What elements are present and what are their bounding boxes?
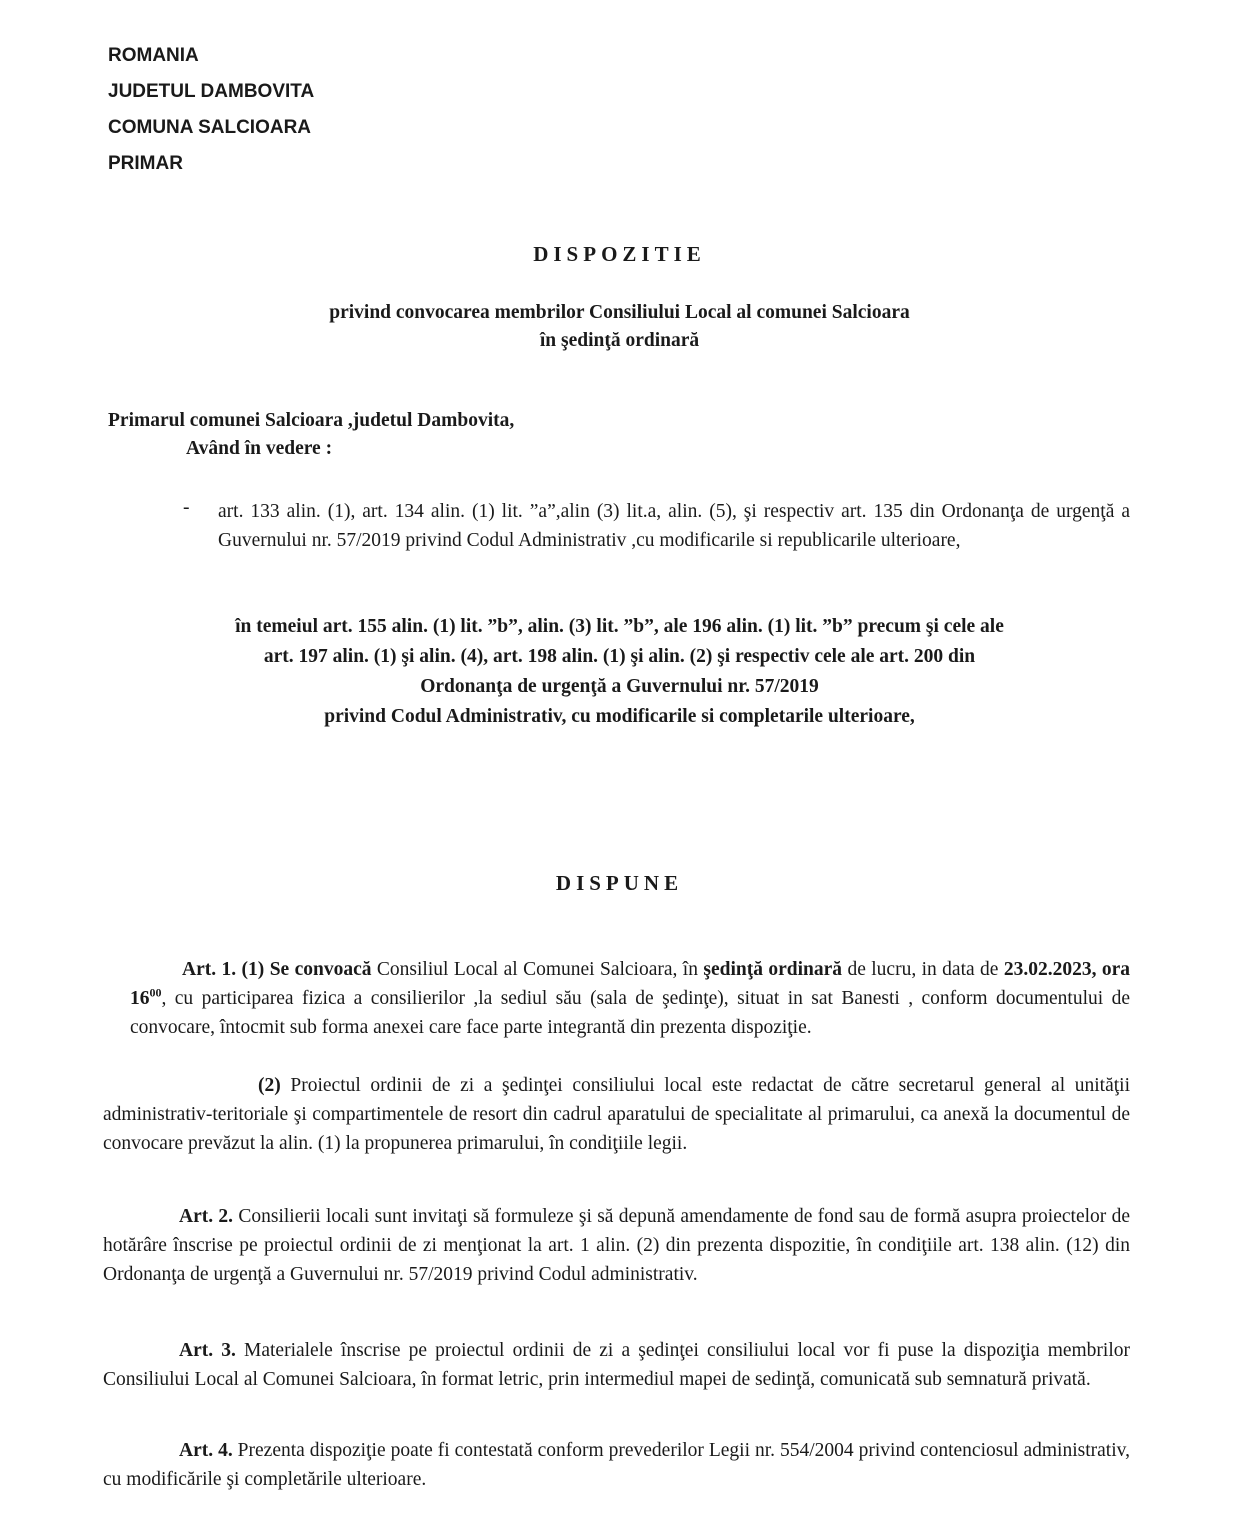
article-4-label: Art. 4. [179, 1440, 233, 1461]
subtitle-line-1: privind convocarea membrilor Consiliului Local al comunei Salcioara [329, 302, 910, 323]
basis-line-1: în temeiul art. 155 alin. (1) lit. ”b”, alin. (3) lit. ”b”, ale 196 alin. (1) lit. ”b” precum şi cele ale [235, 616, 1004, 637]
basis-line-2: art. 197 alin. (1) şi alin. (4), art. 198 alin. (1) şi alin. (2) şi respectiv cele ale art. 200 din [263, 646, 976, 667]
meeting-time-minutes: 00 [149, 985, 162, 1000]
dispune-heading: DISPUNE [555, 871, 684, 895]
legal-basis [0, 612, 1239, 732]
legal-reference-paragraph: art. 133 alin. (1), art. 134 alin. (1) lit. ”a”,alin (3) lit.a, alin. (5), şi respectiv art. 135 din Ordonanţa de urgenţă a Guvernului nr. 57/2019 privind Codul Administrativ ,cu modificarile si republicarile ulterioare, [218, 501, 1130, 551]
header-issuer: PRIMAR [108, 153, 183, 174]
basis-line-4: privind Codul Administrativ, cu modificarile si completarile ulterioare, [324, 706, 915, 727]
basis-line-3: Ordonanţa de urgenţă a Guvernului nr. 57/2019 [420, 676, 819, 697]
article-1-sedinta: şedinţă ordinară [703, 959, 843, 980]
article-1-paragraph-1 [130, 955, 1130, 1042]
article-1-paragraph-2 [103, 1071, 1130, 1158]
header-commune: COMUNA SALCIOARA [108, 117, 312, 138]
article-1-text-1: Consiliul Local al Comunei Salcioara, în [371, 959, 704, 980]
document-subtitle [0, 299, 1239, 355]
meeting-date-time: 23.02.2023, ora 16 [130, 959, 1131, 1009]
article-3 [103, 1336, 1130, 1394]
header-county: JUDETUL DAMBOVITA [108, 81, 315, 102]
article-3-text: Materialele înscrise pe proiectul ordinii de zi a şedinţei consiliului local vor fi puse la dispoziţia membrilor Consiliului Local al Comunei Salcioara, în format letric, prin intermediul mapei de sedinţă, comunicată sub semnatură privată. [103, 1340, 1131, 1390]
article-3-label: Art. 3. [179, 1340, 236, 1361]
article-1-convoca: Se convoacă [269, 959, 372, 980]
article-1-label: Art. 1. [182, 959, 237, 980]
article-4-text: Prezenta dispoziţie poate fi contestată conform prevederilor Legii nr. 554/2004 privind contenciosul administrativ, cu modificările şi completările ulterioare. [103, 1440, 1130, 1490]
article-1-text-3: , cu participarea fizica a consilierilor ,la sediul său (sala de şedinţe), situat in sat Banesti , conform documentului de convocare, întocmit sub forma anexei care face parte integrantă din prezenta dispoziţie. [130, 988, 1130, 1038]
article-2-label: Art. 2. [179, 1206, 234, 1227]
article-1-para-number: (1) [241, 959, 265, 980]
article-1-para2-text: Proiectul ordinii de zi a şedinţei consiliului local este redactat de către secretarul general al unităţii administrativ-teritoriale şi compartimentele de resort din cadrul aparatului de specialitate al primarului, ca anexă la documentul de convocare prevăzut la alin. (1) la propunerea primarului, în condiţiile legii. [103, 1075, 1130, 1154]
document-title: DISPOZITIE [533, 242, 706, 266]
article-1-para2-number: (2) [258, 1075, 281, 1096]
preamble-considering: Având în vedere : [186, 438, 333, 459]
article-2-text: Consilierii locali sunt invitaţi să formuleze şi să depună amendamente de fond sau de formă asupra proiectelor de hotărâre înscrise pe proiectul ordinii de zi menţionat la art. 1 alin. (2) din prezenta dispozitie, în condiţiile art. 138 alin. (12) din Ordonanţa de urgenţă a Guvernului nr. 57/2019 privind Codul administrativ. [103, 1206, 1130, 1285]
article-4 [103, 1436, 1130, 1494]
bullet-dash: - [183, 497, 190, 518]
header-country: ROMANIA [108, 45, 199, 66]
article-1-text-2: de lucru, in data de [842, 959, 1004, 980]
subtitle-line-2: în şedinţă ordinară [539, 330, 700, 351]
document-header [108, 38, 314, 182]
article-2 [103, 1202, 1130, 1289]
preamble-mayor: Primarul comunei Salcioara ,judetul Dambovita, [108, 410, 515, 431]
